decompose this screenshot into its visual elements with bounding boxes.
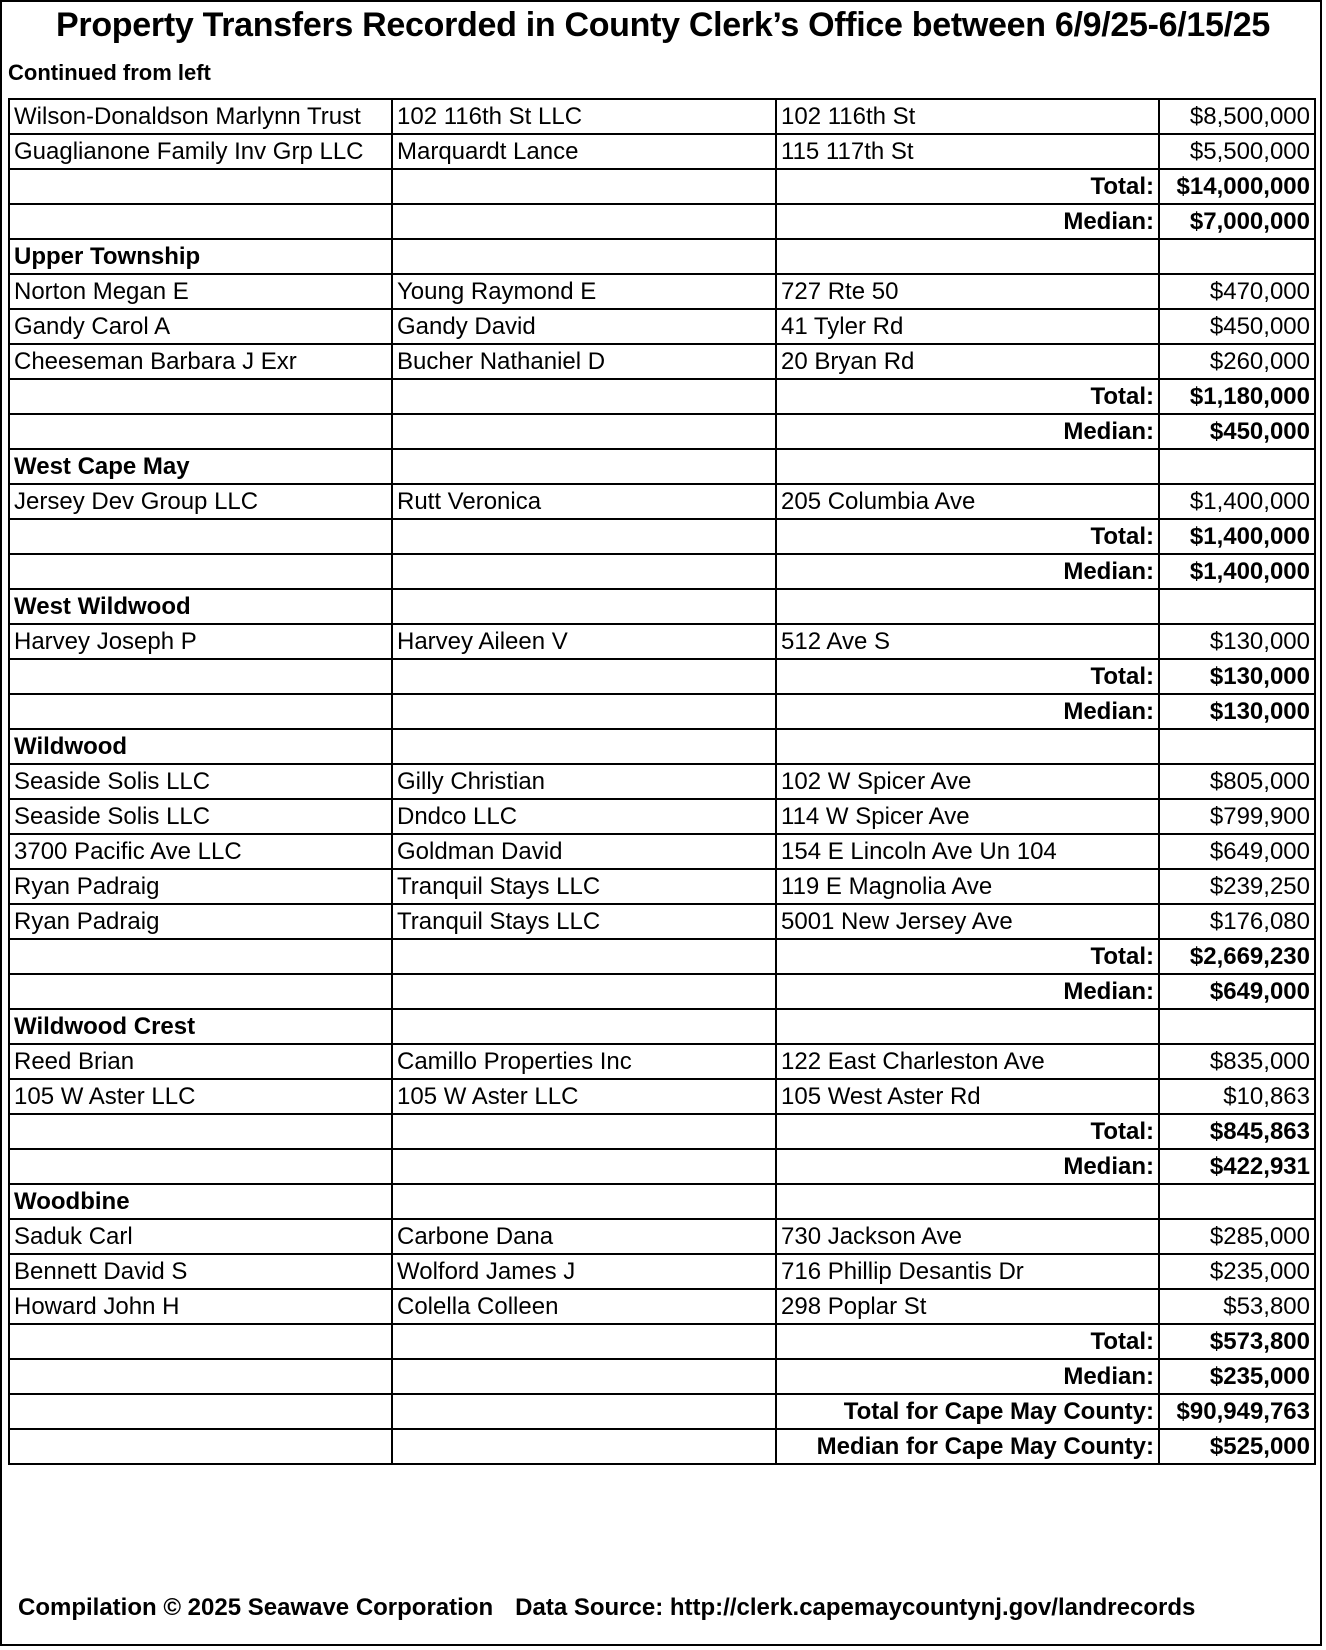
empty-cell xyxy=(392,939,776,974)
continued-note: Continued from left xyxy=(8,60,211,85)
summary-label: Median: xyxy=(776,694,1159,729)
summary-value: $2,669,230 xyxy=(1159,939,1315,974)
address-cell: 114 W Spicer Ave xyxy=(776,799,1159,834)
summary-value: $845,863 xyxy=(1159,1114,1315,1149)
seller-cell: Norton Megan E xyxy=(9,274,392,309)
empty-cell xyxy=(9,694,392,729)
empty-cell xyxy=(392,204,776,239)
table-row xyxy=(9,869,1315,904)
empty-cell xyxy=(392,1149,776,1184)
summary-row xyxy=(9,554,1315,589)
buyer-cell: Colella Colleen xyxy=(392,1289,776,1324)
seller-cell: Ryan Padraig xyxy=(9,869,392,904)
table-row xyxy=(9,1289,1315,1324)
empty-cell xyxy=(392,659,776,694)
property-transfers-table xyxy=(8,98,1316,1465)
buyer-cell: Tranquil Stays LLC xyxy=(392,869,776,904)
county-summary-label: Total for Cape May County: xyxy=(776,1394,1159,1429)
table-row xyxy=(9,1219,1315,1254)
empty-cell xyxy=(392,1324,776,1359)
municipality-name: Woodbine xyxy=(9,1184,392,1219)
seller-cell: Jersey Dev Group LLC xyxy=(9,484,392,519)
summary-value: $573,800 xyxy=(1159,1324,1315,1359)
seller-cell: Bennett David S xyxy=(9,1254,392,1289)
address-cell: 115 117th St xyxy=(776,134,1159,169)
price-cell: $10,863 xyxy=(1159,1079,1315,1114)
table-row xyxy=(9,274,1315,309)
empty-cell xyxy=(1159,589,1315,624)
price-cell: $835,000 xyxy=(1159,1044,1315,1079)
price-cell: $130,000 xyxy=(1159,624,1315,659)
price-cell: $799,900 xyxy=(1159,799,1315,834)
municipality-name: Wildwood xyxy=(9,729,392,764)
price-cell: $235,000 xyxy=(1159,1254,1315,1289)
empty-cell xyxy=(9,1324,392,1359)
address-cell: 205 Columbia Ave xyxy=(776,484,1159,519)
buyer-cell: Rutt Veronica xyxy=(392,484,776,519)
summary-value: $422,931 xyxy=(1159,1149,1315,1184)
county-summary-row xyxy=(9,1429,1315,1464)
seller-cell: 105 W Aster LLC xyxy=(9,1079,392,1114)
copyright-text: Compilation © 2025 Seawave Corporation xyxy=(18,1594,494,1621)
empty-cell xyxy=(9,1394,392,1429)
buyer-cell: Gandy David xyxy=(392,309,776,344)
summary-row xyxy=(9,519,1315,554)
summary-label: Total: xyxy=(776,1114,1159,1149)
price-cell: $5,500,000 xyxy=(1159,134,1315,169)
empty-cell xyxy=(9,974,392,1009)
address-cell: 727 Rte 50 xyxy=(776,274,1159,309)
empty-cell xyxy=(1159,239,1315,274)
buyer-cell: Bucher Nathaniel D xyxy=(392,344,776,379)
seller-cell: Wilson-Donaldson Marlynn Trust xyxy=(9,99,392,134)
summary-row xyxy=(9,1359,1315,1394)
seller-cell: Seaside Solis LLC xyxy=(9,764,392,799)
empty-cell xyxy=(776,589,1159,624)
municipality-header-row xyxy=(9,239,1315,274)
empty-cell xyxy=(392,1359,776,1394)
table-row xyxy=(9,799,1315,834)
price-cell: $8,500,000 xyxy=(1159,99,1315,134)
summary-row xyxy=(9,659,1315,694)
empty-cell xyxy=(776,1184,1159,1219)
table-row xyxy=(9,1079,1315,1114)
page-title: Property Transfers Recorded in County Clerk’s Office between 6/9/25-6/15/25 xyxy=(56,6,1270,44)
empty-cell xyxy=(392,519,776,554)
summary-row xyxy=(9,414,1315,449)
summary-row xyxy=(9,1324,1315,1359)
summary-value: $1,400,000 xyxy=(1159,554,1315,589)
municipality-header-row xyxy=(9,729,1315,764)
seller-cell: Saduk Carl xyxy=(9,1219,392,1254)
price-cell: $470,000 xyxy=(1159,274,1315,309)
price-cell: $805,000 xyxy=(1159,764,1315,799)
seller-cell: 3700 Pacific Ave LLC xyxy=(9,834,392,869)
county-summary-value: $90,949,763 xyxy=(1159,1394,1315,1429)
address-cell: 102 W Spicer Ave xyxy=(776,764,1159,799)
table-row xyxy=(9,624,1315,659)
address-cell: 154 E Lincoln Ave Un 104 xyxy=(776,834,1159,869)
empty-cell xyxy=(392,729,776,764)
summary-label: Median: xyxy=(776,204,1159,239)
table-row xyxy=(9,99,1315,134)
summary-value: $1,180,000 xyxy=(1159,379,1315,414)
table-body xyxy=(9,99,1315,1464)
seller-cell: Cheeseman Barbara J Exr xyxy=(9,344,392,379)
price-cell: $1,400,000 xyxy=(1159,484,1315,519)
empty-cell xyxy=(392,589,776,624)
data-source-text: Data Source: http://clerk.capemaycountynj.gov/landrecords xyxy=(515,1594,1196,1621)
buyer-cell: 105 W Aster LLC xyxy=(392,1079,776,1114)
buyer-cell: Wolford James J xyxy=(392,1254,776,1289)
address-cell: 298 Poplar St xyxy=(776,1289,1159,1324)
empty-cell xyxy=(392,1429,776,1464)
empty-cell xyxy=(392,694,776,729)
summary-label: Total: xyxy=(776,379,1159,414)
summary-value: $130,000 xyxy=(1159,659,1315,694)
table-row xyxy=(9,904,1315,939)
empty-cell xyxy=(9,1429,392,1464)
price-cell: $176,080 xyxy=(1159,904,1315,939)
buyer-cell: Young Raymond E xyxy=(392,274,776,309)
buyer-cell: Dndco LLC xyxy=(392,799,776,834)
address-cell: 122 East Charleston Ave xyxy=(776,1044,1159,1079)
buyer-cell: 102 116th St LLC xyxy=(392,99,776,134)
summary-value: $7,000,000 xyxy=(1159,204,1315,239)
table-row xyxy=(9,1044,1315,1079)
summary-row xyxy=(9,1149,1315,1184)
summary-label: Total: xyxy=(776,939,1159,974)
empty-cell xyxy=(776,729,1159,764)
summary-row xyxy=(9,1114,1315,1149)
empty-cell xyxy=(392,1394,776,1429)
buyer-cell: Tranquil Stays LLC xyxy=(392,904,776,939)
empty-cell xyxy=(1159,729,1315,764)
summary-value: $130,000 xyxy=(1159,694,1315,729)
address-cell: 119 E Magnolia Ave xyxy=(776,869,1159,904)
address-cell: 102 116th St xyxy=(776,99,1159,134)
address-cell: 105 West Aster Rd xyxy=(776,1079,1159,1114)
municipality-header-row xyxy=(9,1184,1315,1219)
seller-cell: Howard John H xyxy=(9,1289,392,1324)
empty-cell xyxy=(9,169,392,204)
empty-cell xyxy=(9,519,392,554)
price-cell: $285,000 xyxy=(1159,1219,1315,1254)
empty-cell xyxy=(9,379,392,414)
price-cell: $649,000 xyxy=(1159,834,1315,869)
empty-cell xyxy=(776,1009,1159,1044)
summary-row xyxy=(9,974,1315,1009)
empty-cell xyxy=(9,659,392,694)
empty-cell xyxy=(392,1009,776,1044)
buyer-cell: Camillo Properties Inc xyxy=(392,1044,776,1079)
empty-cell xyxy=(9,939,392,974)
municipality-name: West Cape May xyxy=(9,449,392,484)
summary-label: Total: xyxy=(776,169,1159,204)
summary-value: $649,000 xyxy=(1159,974,1315,1009)
buyer-cell: Marquardt Lance xyxy=(392,134,776,169)
summary-row xyxy=(9,939,1315,974)
summary-label: Total: xyxy=(776,659,1159,694)
summary-value: $450,000 xyxy=(1159,414,1315,449)
county-summary-row xyxy=(9,1394,1315,1429)
table-row xyxy=(9,1254,1315,1289)
municipality-name: Upper Township xyxy=(9,239,392,274)
summary-row xyxy=(9,379,1315,414)
buyer-cell: Carbone Dana xyxy=(392,1219,776,1254)
summary-label: Total: xyxy=(776,1324,1159,1359)
empty-cell xyxy=(392,1184,776,1219)
summary-label: Total: xyxy=(776,519,1159,554)
summary-label: Median: xyxy=(776,414,1159,449)
price-cell: $239,250 xyxy=(1159,869,1315,904)
empty-cell xyxy=(9,1114,392,1149)
empty-cell xyxy=(9,204,392,239)
municipality-header-row xyxy=(9,1009,1315,1044)
seller-cell: Harvey Joseph P xyxy=(9,624,392,659)
summary-label: Median: xyxy=(776,1359,1159,1394)
table-row xyxy=(9,134,1315,169)
seller-cell: Guaglianone Family Inv Grp LLC xyxy=(9,134,392,169)
empty-cell xyxy=(1159,1184,1315,1219)
summary-value: $14,000,000 xyxy=(1159,169,1315,204)
table-row xyxy=(9,484,1315,519)
seller-cell: Ryan Padraig xyxy=(9,904,392,939)
empty-cell xyxy=(392,974,776,1009)
empty-cell xyxy=(392,449,776,484)
empty-cell xyxy=(1159,449,1315,484)
empty-cell xyxy=(392,554,776,589)
summary-label: Median: xyxy=(776,554,1159,589)
price-cell: $450,000 xyxy=(1159,309,1315,344)
address-cell: 20 Bryan Rd xyxy=(776,344,1159,379)
buyer-cell: Harvey Aileen V xyxy=(392,624,776,659)
empty-cell xyxy=(9,1359,392,1394)
price-cell: $260,000 xyxy=(1159,344,1315,379)
summary-row xyxy=(9,204,1315,239)
address-cell: 41 Tyler Rd xyxy=(776,309,1159,344)
empty-cell xyxy=(1159,1009,1315,1044)
buyer-cell: Gilly Christian xyxy=(392,764,776,799)
empty-cell xyxy=(9,414,392,449)
empty-cell xyxy=(9,1149,392,1184)
empty-cell xyxy=(776,449,1159,484)
empty-cell xyxy=(392,379,776,414)
county-summary-label: Median for Cape May County: xyxy=(776,1429,1159,1464)
seller-cell: Seaside Solis LLC xyxy=(9,799,392,834)
table-row xyxy=(9,344,1315,379)
address-cell: 730 Jackson Ave xyxy=(776,1219,1159,1254)
table-row xyxy=(9,309,1315,344)
address-cell: 5001 New Jersey Ave xyxy=(776,904,1159,939)
summary-label: Median: xyxy=(776,1149,1159,1184)
empty-cell xyxy=(392,1114,776,1149)
municipality-name: Wildwood Crest xyxy=(9,1009,392,1044)
empty-cell xyxy=(392,169,776,204)
summary-row xyxy=(9,694,1315,729)
county-summary-value: $525,000 xyxy=(1159,1429,1315,1464)
summary-value: $235,000 xyxy=(1159,1359,1315,1394)
empty-cell xyxy=(9,554,392,589)
address-cell: 716 Phillip Desantis Dr xyxy=(776,1254,1159,1289)
address-cell: 512 Ave S xyxy=(776,624,1159,659)
municipality-header-row xyxy=(9,449,1315,484)
footer xyxy=(18,1594,1195,1622)
summary-row xyxy=(9,169,1315,204)
buyer-cell: Goldman David xyxy=(392,834,776,869)
summary-value: $1,400,000 xyxy=(1159,519,1315,554)
empty-cell xyxy=(776,239,1159,274)
table-row xyxy=(9,834,1315,869)
summary-label: Median: xyxy=(776,974,1159,1009)
municipality-header-row xyxy=(9,589,1315,624)
empty-cell xyxy=(392,239,776,274)
empty-cell xyxy=(392,414,776,449)
price-cell: $53,800 xyxy=(1159,1289,1315,1324)
seller-cell: Reed Brian xyxy=(9,1044,392,1079)
municipality-name: West Wildwood xyxy=(9,589,392,624)
table-row xyxy=(9,764,1315,799)
seller-cell: Gandy Carol A xyxy=(9,309,392,344)
